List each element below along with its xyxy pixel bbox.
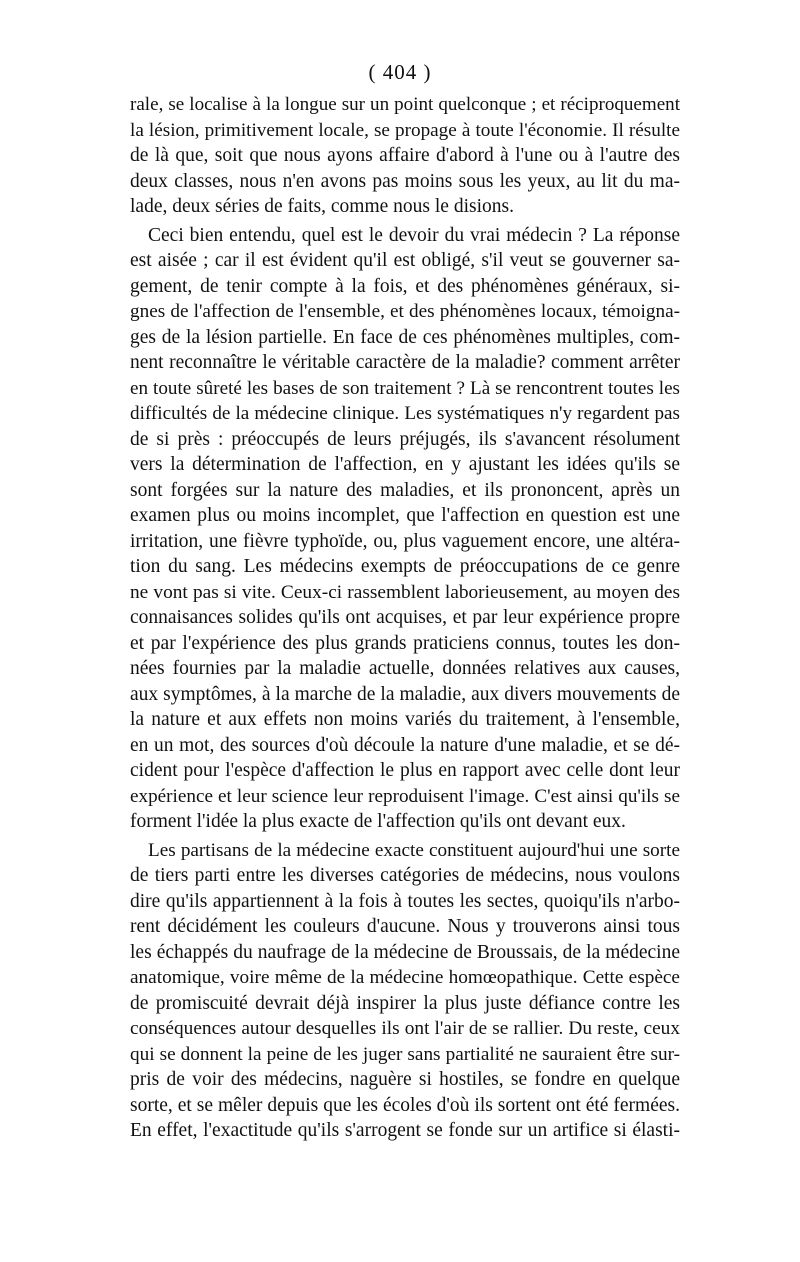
text-line: rent décidément les couleurs d'aucune. Nous y trouverons ainsi tous (130, 916, 680, 937)
text-line: conséquences autour desquelles ils ont l'air de se rallier. Du reste, ceux (130, 1018, 680, 1039)
text-line: aux symptômes, à la marche de la maladie, aux divers mouvements de (130, 683, 680, 705)
text-line: en un mot, des sources d'où découle la nature d'une maladie, et se dé- (130, 734, 680, 756)
text-line: En effet, l'exactitude qu'ils s'arrogent se fonde sur un artifice si élasti- (130, 1120, 680, 1141)
text-line: forment l'idée la plus exacte de l'affection qu'ils ont devant eux. (130, 811, 626, 832)
text-line: nent reconnaître le véritable caractère de la maladie? comment arrêter (130, 352, 680, 373)
text-line: Ceci bien entendu, quel est le devoir du vrai médecin ? La réponse (148, 224, 680, 246)
text-line: qui se donnent la peine de les juger sans partialité ne sauraient être sur- (130, 1043, 680, 1065)
text-line: et par l'expérience des plus grands praticiens connus, toutes les don- (130, 632, 680, 654)
text-line: ges de la lésion partielle. En face de ces phénomènes multiples, com- (130, 326, 680, 348)
text-line: pris de voir des médecins, naguère si hostiles, se fondre en quelque (130, 1069, 680, 1090)
paragraph (130, 92, 680, 220)
text-line: connaisances solides qu'ils ont acquises, et par leur expérience propre (130, 607, 680, 628)
text-line: en toute sûreté les bases de son traitement ? Là se rencontrent toutes les (130, 377, 680, 399)
text-line: examen plus ou moins incomplet, que l'affection en question est une (130, 505, 680, 526)
text-line: rale, se localise à la longue sur un point quelconque ; et réciproquement (130, 94, 680, 115)
paragraph (130, 223, 680, 835)
body-text (130, 92, 680, 1144)
text-line: de promiscuité devrait déjà inspirer la plus juste défiance contre les (130, 992, 680, 1014)
text-line: deux classes, nous n'en avons pas moins sous les yeux, au lit du ma- (130, 170, 680, 192)
text-line: irritation, une fièvre typhoïde, ou, plus vaguement encore, une altéra- (130, 530, 680, 552)
text-line: expérience et leur science leur reproduisent l'image. C'est ainsi qu'ils se (130, 785, 680, 807)
paragraph (130, 838, 680, 1144)
text-line: nées fournies par la maladie actuelle, données relatives aux causes, (130, 658, 680, 679)
text-line: tion du sang. Les médecins exempts de préoccupations de ce genre (130, 556, 680, 577)
text-line: sont forgées sur la nature des maladies, et ils prononcent, après un (130, 479, 680, 501)
page-number: ( 404 ) (368, 60, 432, 84)
text-line: Les partisans de la médecine exacte constituent aujourd'hui une sorte (148, 839, 680, 861)
text-line: de là que, soit que nous ayons affaire d'abord à l'une ou à l'autre des (130, 145, 680, 166)
text-line: lade, deux séries de faits, comme nous le disions. (130, 196, 514, 217)
text-line: les échappés du naufrage de la médecine de Broussais, de la médecine (130, 941, 680, 963)
text-line: vers la détermination de l'affection, en y ajustant les idées qu'ils se (130, 454, 680, 475)
text-line: difficultés de la médecine clinique. Les systématiques n'y regardent pas (130, 403, 680, 424)
text-line: cident pour l'espèce d'affection le plus en rapport avec celle dont leur (130, 760, 680, 781)
text-line: sorte, et se mêler depuis que les écoles d'où ils sortent ont été fermées. (130, 1094, 680, 1116)
text-line: la lésion, primitivement locale, se propage à toute l'économie. Il résulte (130, 119, 680, 141)
text-line: de si près : préoccupés de leurs préjugés, ils s'avancent résolument (130, 428, 680, 450)
text-line: gnes de l'affection de l'ensemble, et des phénomènes locaux, témoigna- (130, 301, 680, 322)
text-line: gement, de tenir compte à la fois, et des phénomènes généraux, si- (130, 275, 680, 297)
text-line: dire qu'ils appartiennent à la fois à toutes les sectes, quoiqu'ils n'arbo- (130, 890, 680, 912)
text-line: de tiers parti entre les diverses catégories de médecins, nous voulons (130, 865, 680, 886)
text-line: est aisée ; car il est évident qu'il est obligé, s'il veut se gouverner sa- (130, 250, 680, 271)
text-line: ne vont pas si vite. Ceux-ci rassemblent laborieusement, au moyen des (130, 581, 680, 603)
text-line: anatomique, voire même de la médecine homœopathique. Cette espèce (130, 967, 680, 988)
text-line: la nature et aux effets non moins variés du traitement, à l'ensemble, (130, 709, 680, 730)
